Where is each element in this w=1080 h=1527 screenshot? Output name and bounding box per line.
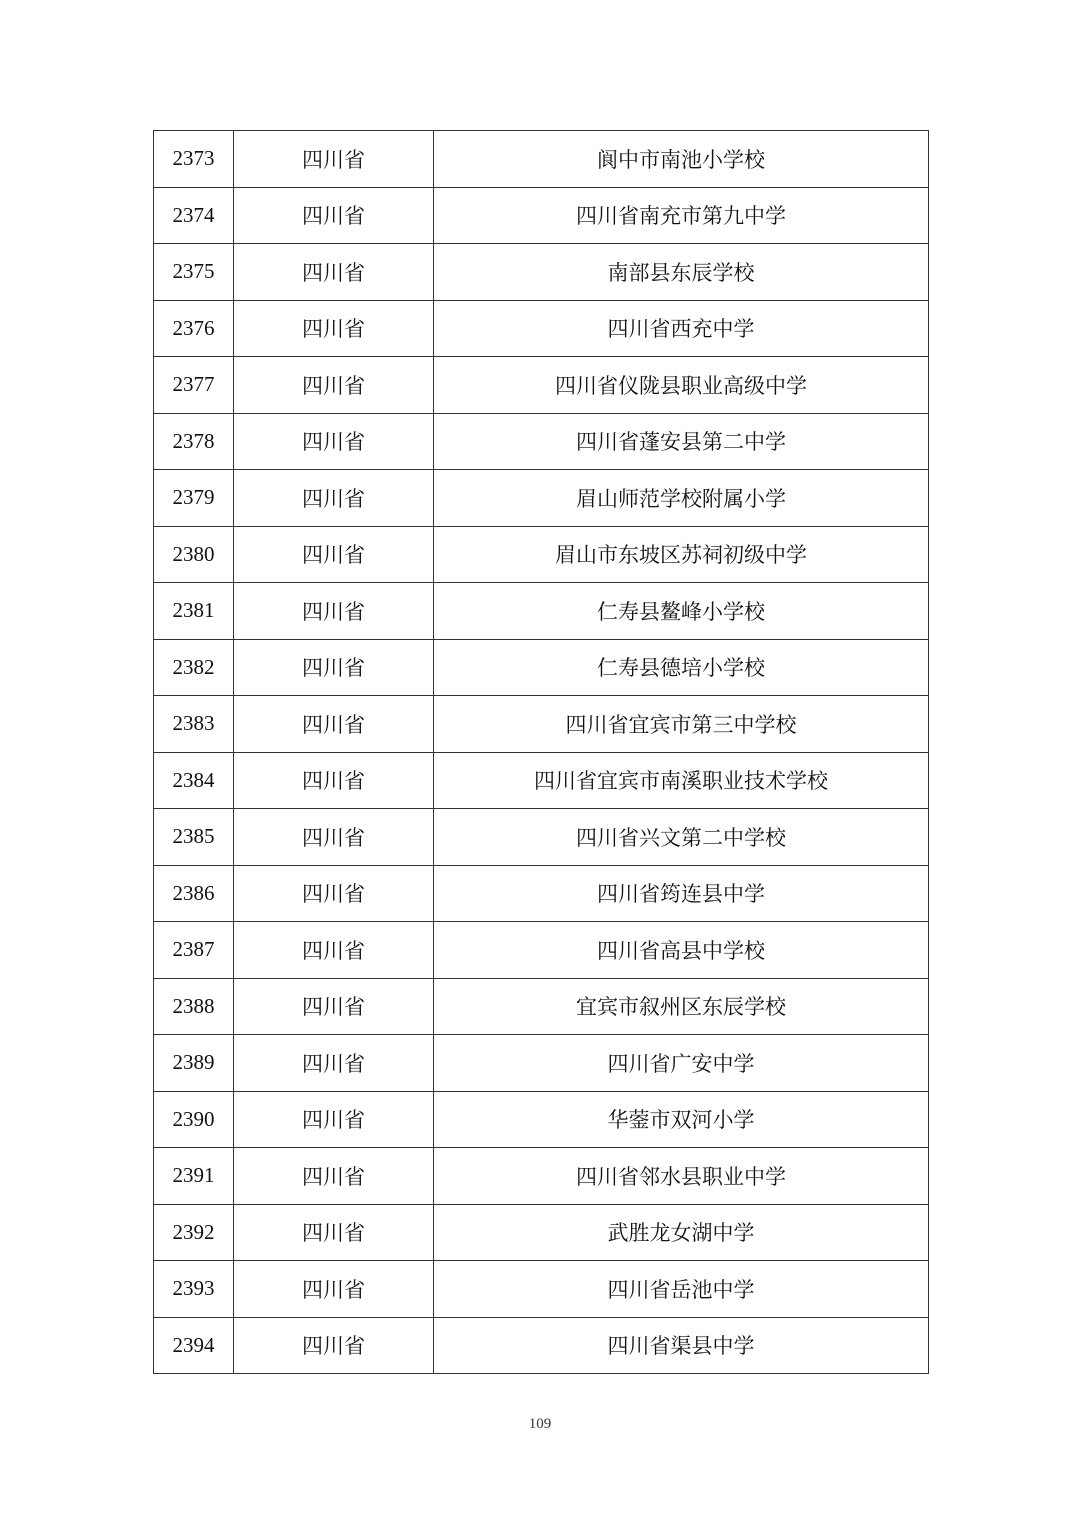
row-number: 2379 — [154, 470, 234, 527]
row-number: 2385 — [154, 809, 234, 866]
row-number: 2373 — [154, 131, 234, 188]
row-number: 2375 — [154, 244, 234, 301]
table-row — [154, 357, 929, 414]
table-row — [154, 1204, 929, 1261]
table-row — [154, 187, 929, 244]
row-province: 四川省 — [234, 1035, 434, 1092]
row-province: 四川省 — [234, 696, 434, 753]
table-row — [154, 1261, 929, 1318]
row-school-name: 眉山市东坡区苏祠初级中学 — [434, 526, 929, 583]
row-school-name: 四川省邻水县职业中学 — [434, 1148, 929, 1205]
table-row — [154, 639, 929, 696]
table-row — [154, 244, 929, 301]
row-number: 2392 — [154, 1204, 234, 1261]
row-school-name: 四川省仪陇县职业高级中学 — [434, 357, 929, 414]
row-school-name: 四川省筠连县中学 — [434, 865, 929, 922]
table-row — [154, 922, 929, 979]
row-province: 四川省 — [234, 357, 434, 414]
table-row — [154, 131, 929, 188]
row-number: 2374 — [154, 187, 234, 244]
row-number: 2389 — [154, 1035, 234, 1092]
row-number: 2393 — [154, 1261, 234, 1318]
row-school-name: 四川省宜宾市第三中学校 — [434, 696, 929, 753]
table-row — [154, 413, 929, 470]
row-school-name: 四川省广安中学 — [434, 1035, 929, 1092]
row-number: 2377 — [154, 357, 234, 414]
row-school-name: 仁寿县德培小学校 — [434, 639, 929, 696]
row-school-name: 四川省岳池中学 — [434, 1261, 929, 1318]
row-province: 四川省 — [234, 131, 434, 188]
row-school-name: 四川省宜宾市南溪职业技术学校 — [434, 752, 929, 809]
row-number: 2394 — [154, 1317, 234, 1374]
row-school-name: 眉山师范学校附属小学 — [434, 470, 929, 527]
row-number: 2378 — [154, 413, 234, 470]
table-row — [154, 1091, 929, 1148]
row-province: 四川省 — [234, 470, 434, 527]
table-row — [154, 1317, 929, 1374]
table-row — [154, 696, 929, 753]
row-number: 2391 — [154, 1148, 234, 1205]
table-row — [154, 865, 929, 922]
row-school-name: 仁寿县鳌峰小学校 — [434, 583, 929, 640]
row-number: 2388 — [154, 978, 234, 1035]
row-number: 2387 — [154, 922, 234, 979]
row-school-name: 南部县东辰学校 — [434, 244, 929, 301]
row-number: 2382 — [154, 639, 234, 696]
row-province: 四川省 — [234, 865, 434, 922]
row-number: 2376 — [154, 300, 234, 357]
row-school-name: 四川省蓬安县第二中学 — [434, 413, 929, 470]
row-province: 四川省 — [234, 639, 434, 696]
row-school-name: 武胜龙女湖中学 — [434, 1204, 929, 1261]
row-number: 2380 — [154, 526, 234, 583]
row-number: 2386 — [154, 865, 234, 922]
school-list-table — [153, 130, 929, 1374]
row-school-name: 四川省南充市第九中学 — [434, 187, 929, 244]
row-school-name: 四川省兴文第二中学校 — [434, 809, 929, 866]
row-school-name: 宜宾市叙州区东辰学校 — [434, 978, 929, 1035]
table-row — [154, 1035, 929, 1092]
row-province: 四川省 — [234, 187, 434, 244]
row-school-name: 四川省渠县中学 — [434, 1317, 929, 1374]
row-province: 四川省 — [234, 809, 434, 866]
table-row — [154, 752, 929, 809]
table-row — [154, 1148, 929, 1205]
table-row — [154, 809, 929, 866]
row-province: 四川省 — [234, 526, 434, 583]
row-number: 2390 — [154, 1091, 234, 1148]
page-number: 109 — [528, 1416, 552, 1432]
row-province: 四川省 — [234, 1261, 434, 1318]
table-row — [154, 526, 929, 583]
row-number: 2384 — [154, 752, 234, 809]
row-school-name: 华蓥市双河小学 — [434, 1091, 929, 1148]
table-body — [154, 131, 929, 1374]
row-province: 四川省 — [234, 583, 434, 640]
row-province: 四川省 — [234, 1204, 434, 1261]
row-school-name: 四川省高县中学校 — [434, 922, 929, 979]
row-school-name: 四川省西充中学 — [434, 300, 929, 357]
row-number: 2381 — [154, 583, 234, 640]
row-province: 四川省 — [234, 1148, 434, 1205]
table-row — [154, 470, 929, 527]
row-number: 2383 — [154, 696, 234, 753]
table-row — [154, 978, 929, 1035]
row-province: 四川省 — [234, 922, 434, 979]
row-province: 四川省 — [234, 1317, 434, 1374]
row-province: 四川省 — [234, 752, 434, 809]
row-province: 四川省 — [234, 978, 434, 1035]
row-province: 四川省 — [234, 300, 434, 357]
row-province: 四川省 — [234, 413, 434, 470]
row-province: 四川省 — [234, 244, 434, 301]
row-province: 四川省 — [234, 1091, 434, 1148]
row-school-name: 阆中市南池小学校 — [434, 131, 929, 188]
table-row — [154, 300, 929, 357]
table-row — [154, 583, 929, 640]
